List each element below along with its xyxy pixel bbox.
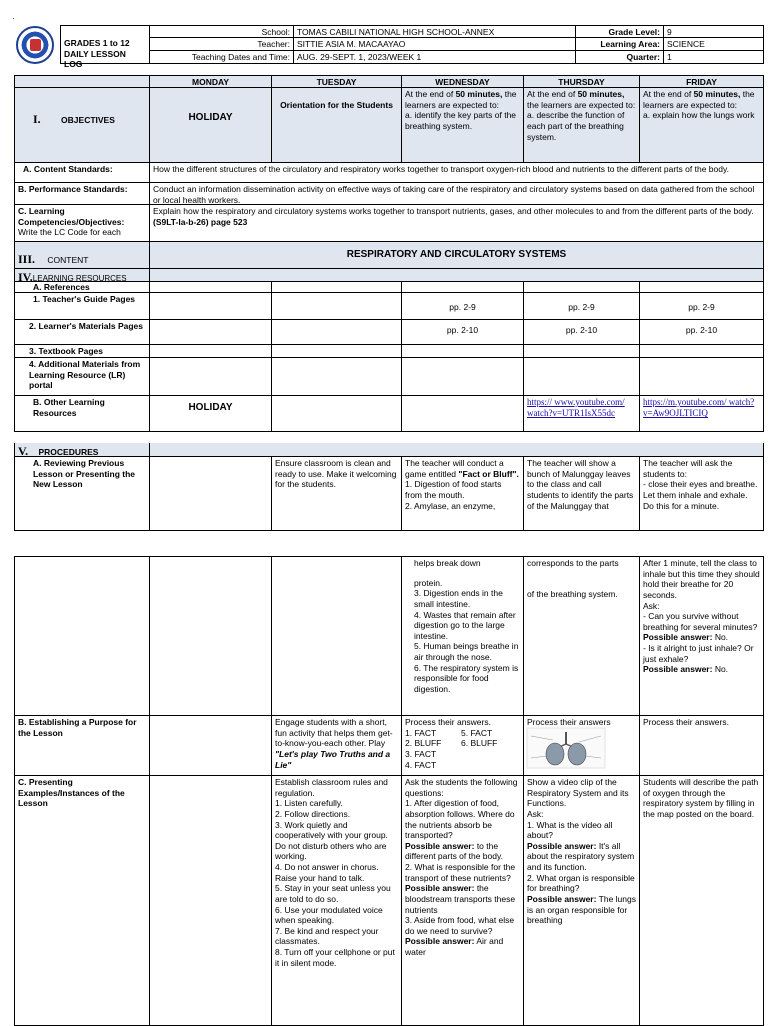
objectives-label: OBJECTIVES xyxy=(61,115,115,125)
additional-materials-label: 4. Additional Materials from Learning Resource (LR) portal xyxy=(14,358,150,396)
procedure-a-thursday-cont: corresponds to the parts of the breathing system. xyxy=(524,556,640,716)
lm-pages-wednesday: pp. 2-10 xyxy=(402,320,524,345)
procedure-c-wednesday: Ask the students the following questions: 1. After digestion of food, absorption follows. Where do the nutrients absorb be transported? Possible answer: to the different parts of the body. 2. What is responsible for the transport of these nutrients? Possible answer: the bloodstream transports these nutrients 3. Aside from food, what else do we need to survive? Possible answer: Air and water xyxy=(402,776,524,1026)
performance-standards-text: Conduct an information dissemination activity on effective ways of taking care of the respiratory and circulatory systems based on data gathered from the school or local health workers. xyxy=(150,183,764,205)
procedure-a-friday-cont: After 1 minute, tell the class to inhale but this time they should hold their breathe for 20 seconds. Ask: - Can you survive without breathing for several minutes? Possible answer: No. - Is it alright to just inhale? Or just exhale? Possible answer: No. xyxy=(640,556,764,716)
friday-youtube-link[interactable]: https://m.youtube.com/ watch?v=Aw9OJLTICIQ xyxy=(643,397,755,419)
procedure-b-tuesday: Engage students with a short, fun activity that helps them get-to-know-you-each other. Play "Let's play Two Truths and a Lie" xyxy=(272,716,402,776)
objectives-monday: HOLIDAY xyxy=(150,88,272,163)
log-title: DAILY LESSON LOG xyxy=(64,48,126,70)
day-thursday: THURSDAY xyxy=(524,75,640,88)
day-wednesday: WEDNESDAY xyxy=(402,75,524,88)
procedure-c-label: C. Presenting Examples/Instances of the Lesson xyxy=(14,776,150,1026)
dates-value: AUG. 29-SEPT. 1, 2023/WEEK 1 xyxy=(294,51,576,64)
grades-label: GRADES 1 to 12 xyxy=(64,38,130,48)
learners-materials-label: 2. Learner's Materials Pages xyxy=(14,320,150,345)
school-label: School: xyxy=(150,25,294,38)
grade-label: Grade Level: xyxy=(576,25,664,38)
procedure-b-thursday: Process their answers xyxy=(524,716,640,776)
grade-value: 9 xyxy=(664,25,764,38)
teacher-label: Teacher: xyxy=(150,38,294,51)
procedure-a-wednesday-cont: helps break down protein. 3. Digestion ends in the small intestine. 4. Wastes that remain after digestion go to the large intestine. 5. Human beings breathe in air through the nose. 6. The respiratory system is responsible for food digestion. xyxy=(402,556,524,716)
competencies-text: Explain how the respiratory and circulatory systems works together to transport nutrients, gases, and other molecules to and from the different parts of the body. (S9LT-Ia-b-26) page 523 xyxy=(150,205,764,242)
day-tuesday: TUESDAY xyxy=(272,75,402,88)
procedure-a-thursday: The teacher will show a bunch of Malunggay leaves to the class and call students to identify the parts of the Malunggay that xyxy=(524,457,640,531)
lm-pages-friday: pp. 2-10 xyxy=(640,320,764,345)
lungs-diagram-icon xyxy=(527,728,605,768)
competencies-label: C. Learning Competencies/Objectives: Write the LC Code for each xyxy=(14,205,150,242)
content-standards-text: How the different structures of the circulatory and respiratory works together to transport oxygen-rich blood and nutrients to the different parts of the body. xyxy=(150,163,764,183)
content-label-cell: III. CONTENT xyxy=(14,242,150,269)
friday-link-cell xyxy=(640,396,764,432)
procedure-a-label: A. Reviewing Previous Lesson or Presenting the New Lesson xyxy=(14,457,150,531)
objectives-friday: At the end of 50 minutes, the learners are expected to: a. explain how the lungs work xyxy=(640,88,764,163)
procedure-a-wednesday: The teacher will conduct a game entitled "Fact or Bluff". 1. Digestion of food starts from the mouth. 2. Amylase, an enzyme, xyxy=(402,457,524,531)
procedure-b-label: B. Establishing a Purpose for the Lesson xyxy=(14,716,150,776)
performance-standards-label: B. Performance Standards: xyxy=(14,183,150,205)
grades-box xyxy=(60,25,150,70)
area-label: Learning Area: xyxy=(576,38,664,51)
objectives-wednesday: At the end of 50 minutes, the learners are expected to: a. identify the key parts of the breathing system. xyxy=(402,88,524,163)
objectives-roman: I. xyxy=(33,112,41,126)
textbook-label: 3. Textbook Pages xyxy=(14,345,150,358)
deped-seal-icon xyxy=(16,26,54,64)
procedure-c-thursday: Show a video clip of the Respiratory System and its Functions. Ask: 1. What is the video all about? Possible answer: It's all about the respiratory system and its function. 2. What organ is responsible for breathing? Possible answer: The lungs is an organ responsible for breathing xyxy=(524,776,640,1026)
lm-pages-thursday: pp. 2-10 xyxy=(524,320,640,345)
other-resources-label: B. Other Learning Resources xyxy=(14,396,150,432)
day-header-blank xyxy=(14,75,150,88)
dates-label: Teaching Dates and Time: xyxy=(150,51,294,64)
teachers-guide-label: 1. Teacher's Guide Pages xyxy=(14,293,150,320)
content-standards-label: A. Content Standards: xyxy=(14,163,150,183)
procedure-b-friday: Process their answers. xyxy=(640,716,764,776)
resources-label-cell: IV.LEARNING RESOURCES xyxy=(14,269,150,282)
tg-pages-wednesday: pp. 2-9 xyxy=(402,293,524,320)
objectives-thursday: At the end of 50 minutes, the learners are expected to: a. describe the function of each part of the breathing system. xyxy=(524,88,640,163)
resources-header-fill xyxy=(150,269,764,282)
quarter-value: 1 xyxy=(664,51,764,64)
tg-pages-friday: pp. 2-9 xyxy=(640,293,764,320)
thursday-youtube-link[interactable]: https:// www.youtube.com/ watch?v=UTR1IsX55dc xyxy=(527,397,625,419)
teacher-value: SITTIE ASIA M. MACAAYAO xyxy=(294,38,576,51)
procedure-c-tuesday: Establish classroom rules and regulation. 1. Listen carefully. 2. Follow directions. 3. Work quietly and cooperatively with your group. Do not disturb others who are working. 4. Do not answer in chorus. Raise your hand to talk. 5. Stay in your seat unless you are told to do so. 6. Use your modulated voice when speaking. 7. Be kind and respect your classmates. 8. Turn off your cellphone or put it in silent mode. xyxy=(272,776,402,1026)
objectives-label-cell xyxy=(14,88,150,163)
school-value: TOMAS CABILI NATIONAL HIGH SCHOOL-ANNEX xyxy=(294,25,576,38)
procedure-c-friday: Students will describe the path of oxygen through the respiratory system by filling in the map posted on the board. xyxy=(640,776,764,1026)
procedure-a-friday: The teacher will ask the students to: - close their eyes and breathe. Let them inhale and exhale. Do this for a minute. xyxy=(640,457,764,531)
other-resources-monday: HOLIDAY xyxy=(150,396,272,432)
procedures-label-cell: V. PROCEDURES xyxy=(14,443,150,457)
tg-pages-thursday: pp. 2-9 xyxy=(524,293,640,320)
procedure-a-tuesday: Ensure classroom is clean and ready to use. Make it welcoming for the students. xyxy=(272,457,402,531)
thursday-link-cell xyxy=(524,396,640,432)
content-title: RESPIRATORY AND CIRCULATORY SYSTEMS xyxy=(150,242,764,269)
procedure-b-wednesday: Process their answers. 1. FACT 5. FACT 2. BLUFF 6. BLUFF 3. FACT 4. FACT xyxy=(402,716,524,776)
day-monday: MONDAY xyxy=(150,75,272,88)
references-label: A. References xyxy=(14,282,150,293)
page-mark: · xyxy=(12,14,15,23)
quarter-label: Quarter: xyxy=(576,51,664,64)
day-friday: FRIDAY xyxy=(640,75,764,88)
objectives-tuesday: Orientation for the Students xyxy=(272,88,402,163)
area-value: SCIENCE xyxy=(664,38,764,51)
